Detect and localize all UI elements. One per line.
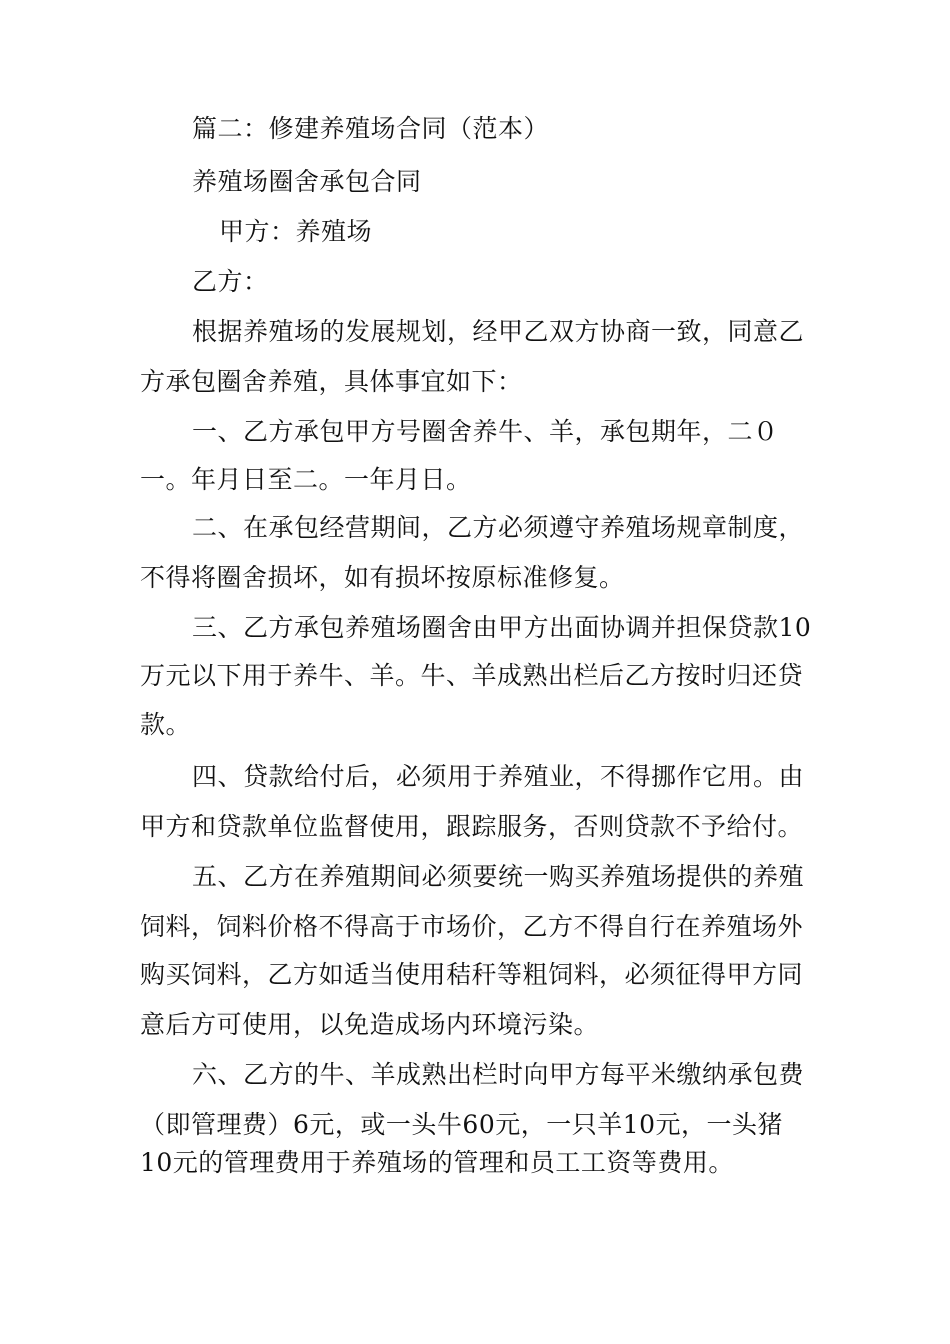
clause-2-line-1: 二、在承包经营期间，乙方必须遵守养殖场规章制度， xyxy=(192,513,805,542)
clause-5-line-4: 意后方可使用，以免造成场内环境污染。 xyxy=(140,1010,600,1039)
clause-4-line-1: 四、贷款给付后，必须用于养殖业，不得挪作它用。由 xyxy=(192,762,805,791)
party-b-line: 乙方： xyxy=(192,267,269,296)
clause-1-line-2: 一。年月日至二。一年月日。 xyxy=(140,465,472,494)
clause-4-line-2: 甲方和贷款单位监督使用，跟踪服务，否则贷款不予给付。 xyxy=(140,812,804,841)
intro-line-2: 方承包圈舍养殖，具体事宜如下： xyxy=(140,367,523,396)
clause-6-line-2: （即管理费）6元，或一头牛60元，一只羊10元，一头猪 xyxy=(140,1110,784,1139)
clause-5-line-1: 五、乙方在养殖期间必须要统一购买养殖场提供的养殖 xyxy=(192,862,805,891)
clause-5-line-3: 购买饲料，乙方如适当使用秸秆等粗饲料，必须征得甲方同 xyxy=(140,960,804,989)
clause-3-line-2: 万元以下用于养牛、羊。牛、羊成熟出栏后乙方按时归还贷 xyxy=(140,661,804,690)
clause-3-line-3: 款。 xyxy=(140,710,192,739)
contract-title: 养殖场圈舍承包合同 xyxy=(192,167,422,196)
clause-6-line-3: 10元的管理费用于养殖场的管理和员工工资等费用。 xyxy=(140,1148,734,1177)
intro-line-1: 根据养殖场的发展规划，经甲乙双方协商一致，同意乙 xyxy=(192,317,805,346)
clause-6-line-1: 六、乙方的牛、羊成熟出栏时向甲方每平米缴纳承包费 xyxy=(192,1060,805,1089)
clause-1-line-1: 一、乙方承包甲方号圈舍养牛、羊，承包期年，二０ xyxy=(192,417,779,446)
clause-5-line-2: 饲料，饲料价格不得高于市场价，乙方不得自行在养殖场外 xyxy=(140,912,804,941)
party-a-line: 甲方：养殖场 xyxy=(219,217,373,246)
section-heading: 篇二：修建养殖场合同（范本） xyxy=(192,114,550,143)
clause-3-line-1: 三、乙方承包养殖场圈舍由甲方出面协调并担保贷款10 xyxy=(192,613,812,642)
clause-2-line-2: 不得将圈舍损坏，如有损坏按原标准修复。 xyxy=(140,563,625,592)
